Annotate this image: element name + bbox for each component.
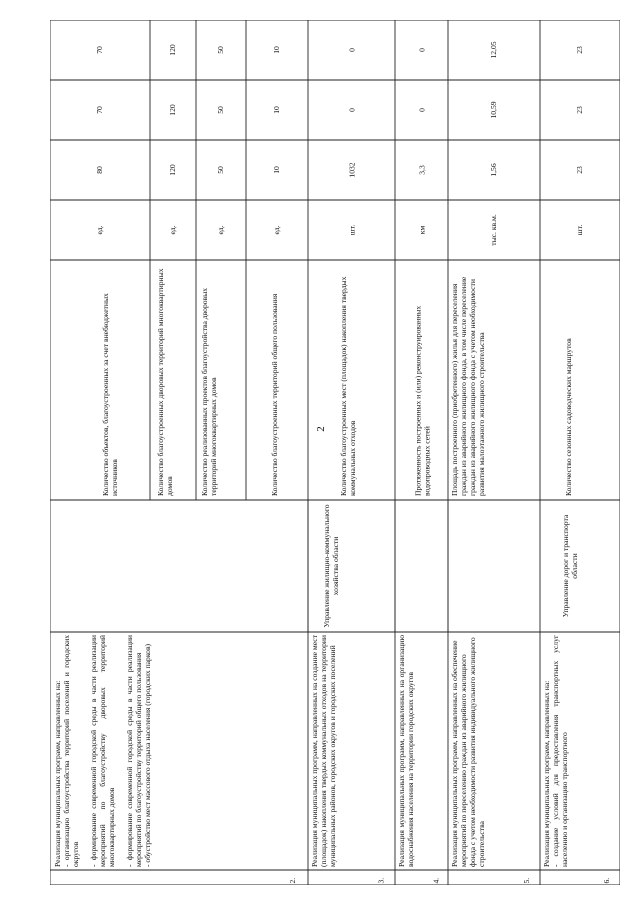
row-6-v1: 23 <box>575 166 584 174</box>
row-2b-v3: 120 <box>168 44 177 56</box>
responsible-housing: Управление жилищно-коммунального хозяйства области <box>321 504 340 628</box>
row-2a-v3: 70 <box>95 46 104 54</box>
row-2-activity: Реализация муниципальных программ, направленных на: - организацию благоустройства территорий поселений и городских округов - формирование современной городской среды в части реализации мероприятий по благоустройству дворовых территорий многоквартирных домов - формирование современной городской среды в части реализации мероприятий по благоустройству территорий общего пользования - обустройство мест массового отдыха населения (городских парков) <box>53 635 152 867</box>
row-5-v1: 1,56 <box>489 163 498 177</box>
row-2a-v1: 80 <box>95 166 104 174</box>
row-2b-indicator: Количество благоустроенных дворовых территорий многоквартирных домов <box>156 268 174 496</box>
row-4-v3: 0 <box>417 48 426 52</box>
row-2d-v3: 10 <box>272 46 281 54</box>
row-6-v3: 23 <box>575 46 584 54</box>
row-2c-v2: 50 <box>216 106 225 114</box>
row-6-v2: 23 <box>575 106 584 114</box>
row-5-num: 5. <box>522 877 531 883</box>
row-2a-v2: 70 <box>95 106 104 114</box>
row-3-activity: Реализация муниципальных программ, направленных на создание мест (площадок) накопления твердых коммунальных отходов на территории муниципальных районов, городских округов и городских поселений <box>309 635 337 867</box>
row-2c-unit: ед. <box>216 225 225 235</box>
row-2a-unit: ед. <box>95 225 104 235</box>
row-5-unit: тыс. кв.м. <box>489 214 498 246</box>
row-2b-v1: 120 <box>168 164 177 176</box>
row-4-indicator: Протяженность построенных и (или) реконструированных водопроводных сетей <box>413 305 431 496</box>
row-6-unit: шт. <box>575 224 584 236</box>
row-2d-v1: 10 <box>272 166 281 174</box>
row-5-indicator: Площадь построенного (приобретенного) жилья для переселения граждан из аварийного жилищного фонда, в том числе переселение граждан из аварийного жилищного фонда с учетом необходимости развития малоэтажного жилищного строительства <box>450 276 486 496</box>
page-number-text: 2 <box>315 426 327 432</box>
row-2a-indicator: Количество объектов, благоустроенных за счет внебюджетных источников <box>101 293 119 496</box>
row-4-activity: Реализация муниципальных программ, направленных на организацию водоснабжения населения на территории городских округов <box>396 635 415 867</box>
row-2-num: 2. <box>288 877 297 883</box>
row-4-num: 4. <box>431 877 440 883</box>
row-2b-v2: 120 <box>168 104 177 116</box>
row-2d-v2: 10 <box>272 106 281 114</box>
row-6-activity: Реализация муниципальных программ, направленных на: - создание условий для предоставления транспортных услуг населению и организацию транспортного <box>542 635 569 867</box>
row-6-responsible: Управление дорог и транспорта области <box>561 514 579 618</box>
row-3-unit: шт. <box>347 224 356 236</box>
row-5-v3: 12,05 <box>489 41 498 59</box>
row-3-indicator: Количество благоустроенных мест (площадок) накопления твердых коммунальных отходов <box>338 276 357 496</box>
row-5-v2: 10,59 <box>489 101 498 119</box>
row-4-unit: км <box>417 225 426 235</box>
row-3-v3: 0 <box>347 48 356 52</box>
row-2d-indicator: Количество благоустроенных территорий общего пользования <box>270 293 279 496</box>
row-2d-unit: ед. <box>272 225 281 235</box>
row-2c-indicator: Количество реализованных проектов благоустройства дворовых территорий многоквартирных домов <box>200 287 218 496</box>
row-5-activity: Реализация муниципальных программ, направленных на обеспечение мероприятий по переселению граждан из аварийного жилищного фонда с учетом необходимости развития индивидуального жилищного строительства <box>450 637 486 867</box>
row-3-num: 3. <box>376 877 385 883</box>
row-3-v2: 0 <box>347 108 356 112</box>
row-2c-v1: 50 <box>216 166 225 174</box>
indicators-table <box>50 20 620 885</box>
row-2b-unit: ед. <box>168 225 177 235</box>
row-4-v1: 3,3 <box>417 165 426 175</box>
row-3-v1: 1032 <box>347 162 356 178</box>
row-6-num: 6. <box>602 877 611 883</box>
row-2c-v3: 50 <box>216 46 225 54</box>
row-4-v2: 0 <box>417 108 426 112</box>
row-6-indicator: Количество сезонных садоводческих маршрутов <box>564 338 573 496</box>
